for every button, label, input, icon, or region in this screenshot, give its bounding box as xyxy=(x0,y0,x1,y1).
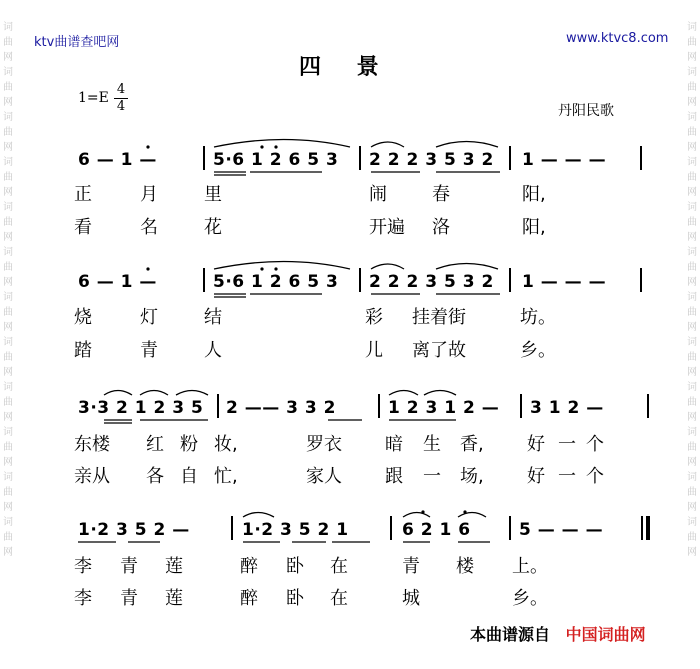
slur xyxy=(214,262,350,270)
s1-lyric-2f: 阳, xyxy=(522,217,546,238)
slur xyxy=(436,142,498,148)
site-url-right[interactable]: www.ktvc8.com xyxy=(566,31,669,46)
site-name-left[interactable]: ktv曲谱查吧网 xyxy=(34,35,120,50)
s1-lyric-1d: 闹 xyxy=(369,184,387,205)
s4-lyric-2h: 乡。 xyxy=(512,588,548,609)
s4-lyric-2g: 城 xyxy=(402,588,420,609)
s1-lyric-2c: 花 xyxy=(204,217,222,238)
s4-lyric-2d: 醉 xyxy=(240,588,258,609)
slur xyxy=(104,391,132,396)
s3-lyric-1k: 个 xyxy=(586,434,604,455)
s4-measure-2: 1·2 3 5 2 1 xyxy=(242,520,349,540)
source-label: 本曲谱源自 xyxy=(470,625,551,644)
s3-lyric-2e: 家人 xyxy=(306,466,342,487)
s2-measure-4: 1 — — — xyxy=(522,272,607,292)
side-watermark-left: 词曲网词曲网词曲网词曲网词曲网词曲网词曲网词曲网词曲网词曲网词曲网词曲网 xyxy=(3,22,13,558)
s1-lyric-2d: 开遍 xyxy=(369,217,405,238)
s3-lyric-2k: 个 xyxy=(586,466,604,487)
octave-dot xyxy=(274,267,277,270)
s3-lyric-2i: 好 xyxy=(527,466,545,487)
slur xyxy=(403,513,430,518)
source-credit xyxy=(470,622,646,645)
meter-top: 4 xyxy=(116,82,126,97)
octave-dot xyxy=(421,510,424,513)
s4-lyric-1c: 莲 xyxy=(165,556,183,577)
s1-measure-4: 1 — — — xyxy=(522,150,607,170)
s2-lyric-1b: 灯 xyxy=(140,307,158,328)
s1-lyric-2b: 名 xyxy=(140,217,158,238)
s2-lyric-1d: 彩 xyxy=(365,307,383,328)
s4-measure-4: 5 — — — xyxy=(519,520,604,540)
s1-lyric-2e: 洛 xyxy=(432,217,450,238)
slur xyxy=(371,142,404,147)
s1-lyric-1c: 里 xyxy=(204,184,222,205)
s3-lyric-1g: 生 xyxy=(423,434,441,455)
s4-lyric-2b: 青 xyxy=(120,588,138,609)
s3-measure-3: 1 2 3 1 2 — xyxy=(388,398,500,418)
s3-lyric-1a: 东楼 xyxy=(74,434,110,455)
s4-lyric-2e: 卧 xyxy=(286,588,304,609)
key-signature: 1=E xyxy=(78,90,109,106)
s4-lyric-1f: 在 xyxy=(330,556,348,577)
s2-lyric-1c: 结 xyxy=(204,307,222,328)
s2-lyric-2d: 儿 xyxy=(365,340,383,361)
s1-measure-3: 2 2 2 3 5 3 2 xyxy=(369,150,494,170)
s3-lyric-1c: 粉 xyxy=(180,434,198,455)
source-brand[interactable]: 中国词曲网 xyxy=(565,625,646,644)
s3-lyric-2h: 场, xyxy=(460,466,484,487)
s3-lyric-2c: 自 xyxy=(180,466,198,487)
song-title: 四 景 xyxy=(299,55,393,80)
s2-lyric-2a: 踏 xyxy=(74,340,92,361)
s3-lyric-1h: 香, xyxy=(460,434,484,455)
octave-dot xyxy=(146,267,149,270)
s4-lyric-1h: 楼 xyxy=(456,556,474,577)
s3-lyric-1f: 暗 xyxy=(385,434,403,455)
s2-lyric-2c: 人 xyxy=(204,340,222,361)
s3-lyric-1i: 好 xyxy=(527,434,545,455)
s1-measure-2: 5·6 1 2 6 5 3 xyxy=(213,150,339,170)
octave-dot xyxy=(274,145,277,148)
s4-lyric-1e: 卧 xyxy=(286,556,304,577)
slur xyxy=(424,391,456,396)
s1-lyric-1e: 春 xyxy=(432,184,450,205)
s1-measure-1: 6 — 1 — xyxy=(78,150,157,170)
s2-lyric-1a: 烧 xyxy=(74,307,92,328)
octave-dot xyxy=(260,145,263,148)
s4-lyric-1g: 青 xyxy=(402,556,420,577)
slur xyxy=(458,513,486,518)
s3-lyric-2a: 亲从 xyxy=(74,466,110,487)
s3-lyric-1e: 罗衣 xyxy=(306,434,342,455)
slur xyxy=(214,140,350,148)
s3-measure-2: 2 —— 3 3 2 xyxy=(226,398,336,418)
meter-bottom: 4 xyxy=(114,98,128,115)
side-watermark-right: 词曲网词曲网词曲网词曲网词曲网词曲网词曲网词曲网词曲网词曲网词曲网词曲网 xyxy=(687,22,697,558)
s4-lyric-1a: 李 xyxy=(74,556,92,577)
s3-lyric-2b: 各 xyxy=(146,466,164,487)
s4-measure-1: 1·2 3 5 2 — xyxy=(78,520,190,540)
s3-measure-4: 3 1 2 — xyxy=(530,398,604,418)
s1-lyric-2a: 看 xyxy=(74,217,92,238)
s4-lyric-1d: 醉 xyxy=(240,556,258,577)
s3-lyric-2f: 跟 xyxy=(385,466,403,487)
slur xyxy=(389,391,418,396)
octave-dot xyxy=(146,145,149,148)
s3-lyric-2j: 一 xyxy=(558,466,576,487)
s3-lyric-2d: 忙, xyxy=(214,466,238,487)
s2-lyric-2e: 离了故 xyxy=(412,340,466,361)
song-origin: 丹阳民歌 xyxy=(558,103,614,119)
s4-lyric-2f: 在 xyxy=(330,588,348,609)
s4-measure-3: 6 2 1 6 xyxy=(402,520,471,540)
s3-lyric-1d: 妆, xyxy=(214,434,238,455)
s2-measure-1: 6 — 1 — xyxy=(78,272,157,292)
slur xyxy=(243,513,274,518)
slur xyxy=(436,264,498,270)
s4-lyric-1i: 上。 xyxy=(512,556,548,577)
slur xyxy=(371,264,404,269)
slur xyxy=(140,391,168,396)
s1-lyric-1b: 月 xyxy=(140,184,158,205)
s2-measure-3: 2 2 2 3 5 3 2 xyxy=(369,272,494,292)
octave-dot xyxy=(260,267,263,270)
s2-lyric-1f: 坊。 xyxy=(520,307,556,328)
s4-lyric-2c: 莲 xyxy=(165,588,183,609)
s3-measure-1: 3·3 2 1 2 3 5 xyxy=(78,398,204,418)
s1-lyric-1a: 正 xyxy=(74,184,92,205)
s2-lyric-2b: 青 xyxy=(140,340,158,361)
s3-lyric-2g: 一 xyxy=(423,466,441,487)
s2-lyric-1e: 挂着街 xyxy=(412,307,466,328)
slur xyxy=(176,391,208,396)
s3-lyric-1j: 一 xyxy=(558,434,576,455)
s4-lyric-2a: 李 xyxy=(74,588,92,609)
s2-measure-2: 5·6 1 2 6 5 3 xyxy=(213,272,339,292)
s2-lyric-2f: 乡。 xyxy=(520,340,556,361)
s4-lyric-1b: 青 xyxy=(120,556,138,577)
octave-dot xyxy=(463,510,466,513)
s1-lyric-1f: 阳, xyxy=(522,184,546,205)
s3-lyric-1b: 红 xyxy=(146,434,164,455)
